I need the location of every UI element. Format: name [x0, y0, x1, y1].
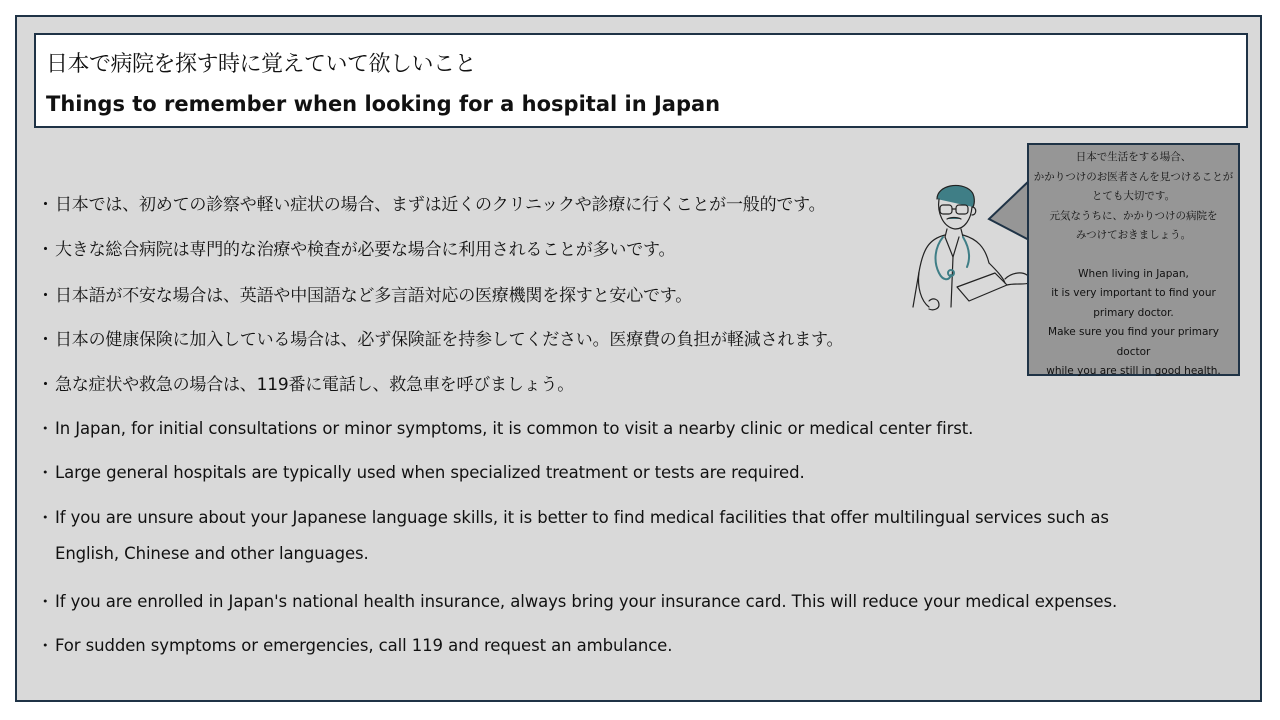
list-item — [37, 370, 574, 395]
list-item-text: 日本の健康保険に加入している場合は、必ず保険証を持参してください。医療費の負担が軽減されます。 — [55, 330, 844, 350]
bubble-line: doctor — [1116, 345, 1151, 358]
bubble-line: とても大切です。 — [1091, 190, 1176, 202]
bubble-line: When living in Japan, — [1078, 267, 1189, 280]
bullet-marker: ・ — [37, 330, 54, 350]
list-item — [37, 235, 675, 260]
list-item — [37, 415, 973, 439]
list-item-continuation — [37, 544, 369, 563]
bullet-marker: ・ — [37, 419, 54, 438]
list-item — [37, 504, 1109, 528]
list-item — [37, 281, 692, 306]
bullet-marker: ・ — [37, 636, 54, 655]
title-box — [34, 33, 1248, 128]
list-item-text: English, Chinese and other languages. — [55, 544, 369, 563]
slide-panel — [15, 15, 1262, 702]
bubble-line: 元気なうちに、かかりつけの病院を — [1049, 209, 1218, 222]
bubble-line: かかりつけのお医者さんを見つけることが — [1033, 170, 1234, 183]
speech-bubble — [1027, 143, 1240, 376]
list-item — [37, 632, 672, 656]
bubble-line: it is very important to find your — [1051, 287, 1216, 299]
list-item-text: 急な症状や救急の場合は、119番に電話し、救急車を呼びましょう。 — [55, 375, 575, 395]
bubble-line: みつけておきましょう。 — [1075, 229, 1192, 241]
bubble-line: 日本で生活をする場合、 — [1075, 151, 1192, 163]
bullet-marker: ・ — [37, 286, 54, 306]
list-item — [37, 190, 825, 215]
list-item-text: In Japan, for initial consultations or minor symptoms, it is common to visit a nearby clinic or medical center first. — [55, 419, 974, 438]
list-item-text: 日本では、初めての診察や軽い症状の場合、まずは近くのクリニックや診療に行くことが一般的です。 — [55, 195, 826, 215]
list-item-text: For sudden symptoms or emergencies, call 119 and request an ambulance. — [55, 636, 673, 655]
list-item — [37, 588, 1117, 612]
bullet-marker: ・ — [37, 195, 54, 215]
bullet-marker: ・ — [37, 592, 54, 611]
bullet-marker: ・ — [37, 375, 54, 395]
speech-bubble-tail — [987, 177, 1032, 252]
bubble-spacer — [1029, 246, 1238, 265]
bubble-line: while you are still in good health. — [1046, 365, 1221, 377]
list-item-text: 大きな総合病院は専門的な治療や検査が必要な場合に利用されることが多いです。 — [55, 240, 676, 260]
list-item-text: 日本語が不安な場合は、英語や中国語など多言語対応の医療機関を探すと安心です。 — [55, 286, 693, 306]
list-item-text: If you are enrolled in Japan's national health insurance, always bring your insurance card. This will reduce your medical expenses. — [55, 592, 1118, 611]
list-item — [37, 459, 805, 483]
list-item-text: If you are unsure about your Japanese language skills, it is better to find medical facilities that offer multilingual services such as — [55, 508, 1109, 527]
list-item — [37, 325, 843, 350]
bubble-line: Make sure you find your primary — [1048, 326, 1219, 338]
page-title-en: Things to remember when looking for a hospital in Japan — [46, 92, 721, 116]
bullet-marker: ・ — [37, 463, 54, 482]
bullet-marker: ・ — [37, 508, 54, 527]
list-item-text: Large general hospitals are typically used when specialized treatment or tests are required. — [55, 463, 805, 482]
page-title-jp: 日本で病院を探す時に覚えていて欲しいこと — [46, 52, 477, 77]
bubble-line: primary doctor. — [1093, 306, 1174, 319]
bullet-marker: ・ — [37, 240, 54, 260]
